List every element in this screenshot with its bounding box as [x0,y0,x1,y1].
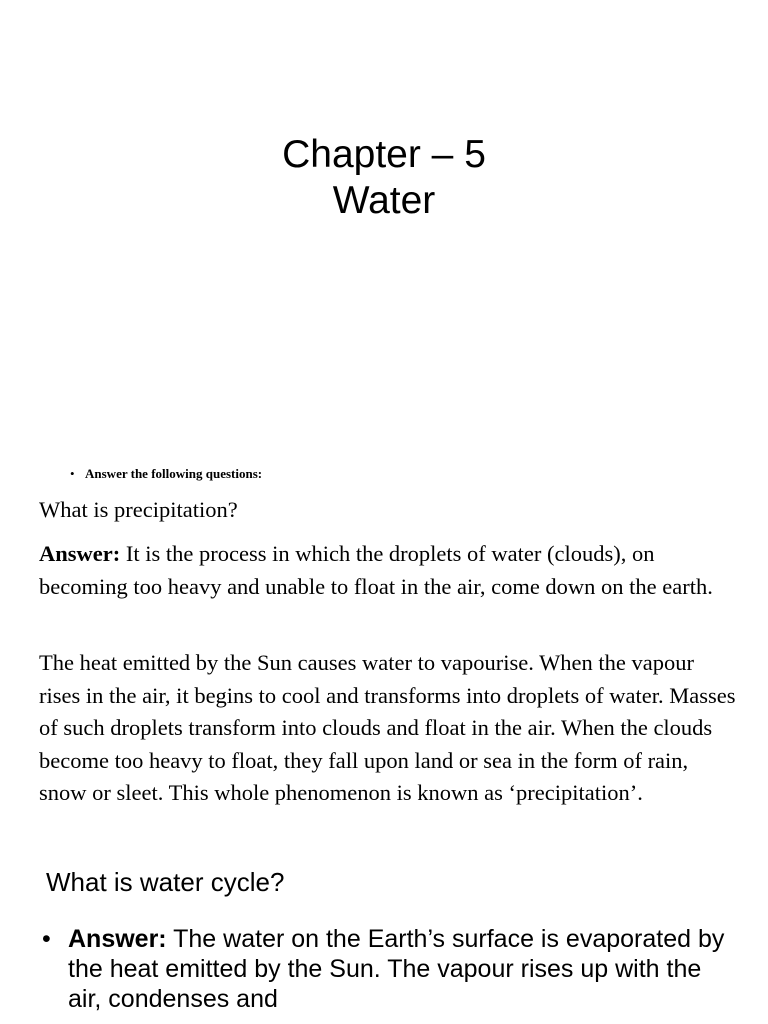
question-precipitation: What is precipitation? [39,497,238,522]
answer-label: Answer: [68,925,167,953]
bullet-icon: • [42,925,51,953]
chapter-title: Chapter – 5 [282,133,486,176]
instruction-bullet-item [70,466,262,482]
answer-label: Answer: [39,541,121,566]
answer-precipitation [39,538,739,603]
answer-body [68,924,732,1014]
instruction-text: Answer the following questions: [85,466,263,481]
bullet-icon: • [70,466,75,481]
question-water-cycle: What is water cycle? [46,867,285,897]
answer-text: The water on the Earth’s surface is evaporated by the heat emitted by the Sun. The vapour rises up with the air, condenses and [68,925,725,1013]
answer-water-cycle [42,924,732,1014]
precipitation-explanation: The heat emitted by the Sun causes water to vapourise. When the vapour rises in the air, it begins to cool and transforms into droplets of water. Masses of such droplets transform into clouds and float in the air. When the clouds become too heavy to float, they fall upon land or sea in the form of rain, snow or sleet. This whole phenomenon is known as ‘precipitation’. [39,650,736,805]
answer-text: It is the process in which the droplets of water (clouds), on becoming too heavy and unable to float in the air, come down on the earth. [39,541,713,599]
chapter-subtitle: Water [332,179,436,222]
